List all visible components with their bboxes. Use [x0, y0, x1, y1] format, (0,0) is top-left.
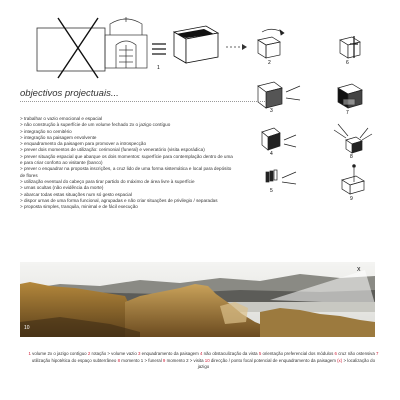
objective-item: > dispor urnas de uma forma funcional, agrupadas e não criar situações de privilegio / separadas	[20, 197, 218, 203]
step-number-1: 1	[157, 65, 160, 71]
step-number-9: 9	[350, 196, 353, 200]
visit-moment-diagram	[342, 165, 364, 194]
landscape-photo	[20, 262, 375, 337]
funeral-moment-diagram	[334, 124, 372, 153]
step-number-2: 2	[268, 60, 271, 66]
objective-item: > integração no cemitério	[20, 128, 72, 134]
objective-item: > urnas ocultas (não evidência da morte)	[20, 185, 104, 191]
legend-text: cruz não ostensiva	[336, 351, 377, 356]
legend-text: > localização do jazigo	[197, 357, 376, 370]
modules-orientation-diagram	[266, 170, 296, 184]
divider	[20, 101, 265, 102]
legend-text: orientação preferencial dos módulos	[261, 351, 335, 356]
crossed-plot-icon	[37, 18, 105, 78]
page-title: objectivos projectuais...	[20, 88, 119, 99]
legend-caption	[26, 351, 381, 371]
objective-item: > prever dois momentos de utilização: cerimonial (funeral) e veneratório (visita esporádica)	[20, 147, 205, 153]
objective-item: > prever situação espacial que abarque os dois momentos: superfície para contemplação dentro de uma e para criar conforto ao visitante (banco)	[20, 153, 233, 166]
legend-text: utilização hipotética do espaço subterrâneo	[31, 357, 118, 363]
legend-number: 7	[376, 351, 379, 356]
slab-view-diagram	[262, 128, 296, 150]
legend-number: (x)	[337, 357, 343, 363]
chapel-elevation-icon	[105, 17, 147, 68]
objective-item: > enquadramento da paisagem para promover a introspecção	[20, 141, 147, 147]
legend-number: 8	[117, 357, 121, 363]
legend-text: direcção / ponto focal potencial de enquadramento da paisagem	[209, 357, 338, 363]
frame-view-diagram	[258, 82, 300, 108]
step-number-4: 4	[270, 151, 273, 157]
legend-text: enquadramento da paisagem	[140, 351, 200, 356]
objective-item: > integração na paisagem envolvente	[20, 134, 97, 140]
objective-item: > não construção à superfície de um volume fechado 2x o jazigo contíguo	[20, 122, 171, 128]
legend-text: rotação > volume vazio	[90, 351, 138, 356]
equals-icon	[152, 44, 166, 54]
legend-text: volume 2x o jazigo contíguo	[30, 351, 88, 356]
legend-number: 6	[334, 351, 337, 356]
legend-text: não obstaculização da vista	[202, 351, 259, 356]
legend-number: 10	[204, 357, 210, 363]
step-number-5: 5	[270, 188, 273, 194]
step-number-6: 6	[346, 60, 349, 66]
step-number-7: 7	[346, 110, 349, 116]
legend-number: 9	[162, 357, 166, 363]
arrow-icon	[226, 44, 247, 50]
objective-item: > trabalhar o vazio emocional e espacial	[20, 116, 103, 121]
step-number-3: 3	[270, 108, 273, 114]
objective-item: > prever o enquadrar na proposta inscrições, a cruz lido de uma forma sistemática e local para depósito de flores	[20, 166, 232, 178]
legend-number: 3	[137, 351, 141, 356]
photo-location-mark: x	[357, 266, 361, 273]
cross-icon	[340, 36, 360, 58]
objectives-list	[20, 116, 235, 210]
objective-item: > utilização eventual do cabeço para tirar partido do máximo de área livre à superfície	[20, 178, 195, 184]
legend-number: 5	[258, 351, 262, 356]
objective-item: > abarcar todas estas situações num só gesto espacial	[20, 191, 132, 197]
step-number-8: 8	[350, 154, 353, 160]
legend-number: 2	[87, 351, 91, 356]
legend-text: momento 2 > visita	[165, 357, 205, 363]
legend-text: momento 1 > funeral	[120, 357, 163, 363]
objective-item: > proposta simples, tranquila, minimal e de fácil execução	[20, 204, 138, 210]
underground-diagram	[338, 84, 362, 108]
legend-number: 4	[200, 351, 203, 356]
volume-icon	[174, 26, 218, 63]
photo-number: 10	[24, 325, 30, 331]
legend-number: 1	[28, 351, 31, 356]
rotation-diagram	[258, 29, 284, 58]
